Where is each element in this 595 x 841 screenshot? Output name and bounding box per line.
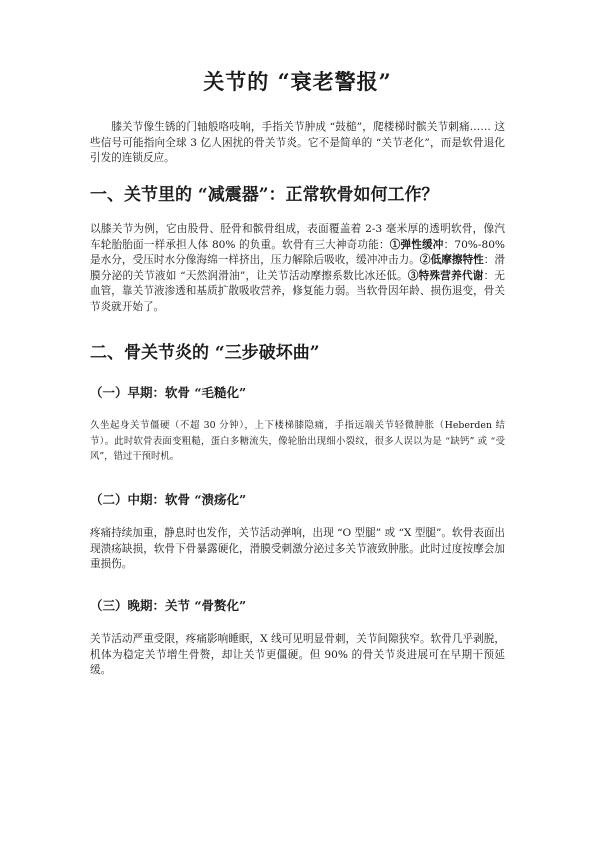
function-text-1: ：70%-80% 是水分，受压时水分像海绵一样挤出，压力解除后吸收，缓冲冲击力。 (90, 238, 505, 266)
stage-late-text: 关节活动严重受限，疼痛影响睡眠，X 线可见明显骨刺，关节间隙狭窄。软骨几乎剥脱，机体为稳定关节增生骨赘，却让关节更僵硬。但 90% 的骨关节炎进展可在早期干预延缓。 (90, 633, 505, 676)
stage-early-heading: （一）早期：软骨 “毛糙化” (90, 385, 247, 400)
stage-late-heading: （三）晚期：关节 “骨赘化” (90, 598, 247, 613)
function-term-3: ③特殊营养代谢 (407, 269, 484, 282)
stage-mid-text: 疼痛持续加重，静息时也发作，关节活动弹响，出现 “O 型腿” 或 “X 型腿”。软骨表面出现溃疡缺损，软骨下骨暴露硬化，滑膜受刺激分泌过多关节液致肿胀。此时过度按摩会加重损伤。 (90, 527, 505, 570)
function-text-2: ：滑膜分泌的关节液如 “天然润滑油”，让关节活动摩擦系数比冰还低。 (90, 254, 506, 282)
stage-early-text: 久坐起身关节僵硬（不超 30 分钟），上下楼梯膝隐痛，手指远端关节轻微肿胀（Heberden 结节）。此时软骨表面变粗糙，蛋白多糖流失，像轮胎出现细小裂纹，很多人误以为是 “缺钙” 或 “受风”，错过干预时机。 (90, 420, 505, 462)
section1-paragraph (90, 222, 505, 315)
intro-paragraph: 膝关节像生锈的门轴般咯吱响，手指关节肿成 “鼓槌”，爬楼梯时髌关节刺痛…… 这些信号可能指向全球 3 亿人困扰的骨关节炎。它不是简单的 “关节老化”，而是软骨退化引发的连锁反应。 (90, 121, 505, 164)
function-term-1: ①弹性缓冲 (389, 238, 444, 251)
section1-lead: 以膝关节为例，它由股骨、胫骨和髌骨组成，表面覆盖着 2-3 毫米厚的透明软骨，像汽车轮胎胎面一样承担人体 80% 的负重。软骨有三大神奇功能： (90, 223, 505, 251)
section2-heading: 二、骨关节炎的 “三步破坏曲” (90, 343, 320, 363)
function-text-3: ：无血管，靠关节液渗透和基质扩散吸收营养，修复能力弱。当软骨因年龄、损伤退变，骨关节炎就开始了。 (90, 269, 506, 313)
stage-mid-heading: （二）中期：软骨 “溃疡化” (90, 492, 247, 507)
section1-heading: 一、关节里的 “减震器”：正常软骨如何工作？ (90, 185, 439, 205)
function-term-2: ②低摩擦特性 (419, 254, 484, 266)
page-title: 关节的 “衰老警报” (203, 69, 392, 94)
